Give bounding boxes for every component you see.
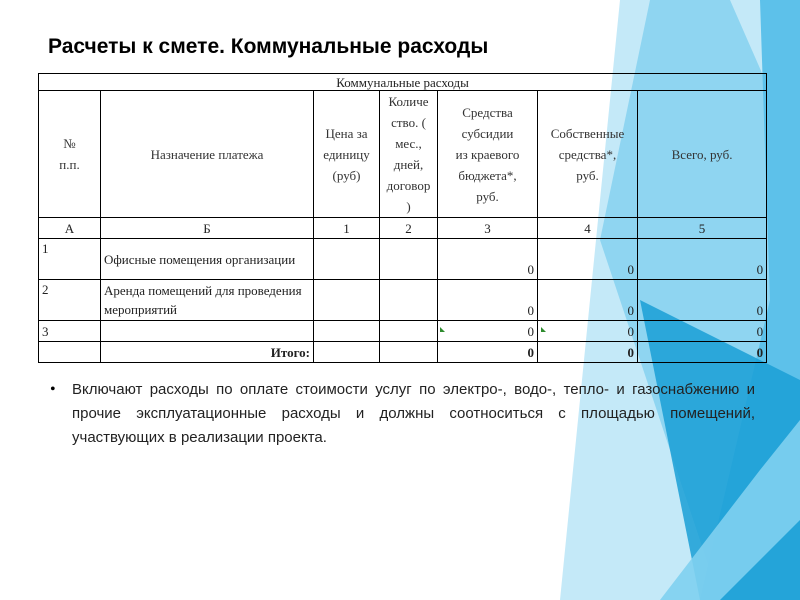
table-row [39, 321, 767, 342]
total-num [39, 342, 101, 363]
col-number: Б [101, 218, 314, 239]
header-total: Всего, руб. [638, 91, 767, 218]
header-own: Собственные средства*, руб. [538, 91, 638, 218]
bullet-icon: • [50, 381, 56, 398]
row-qty [380, 280, 438, 321]
total-row [39, 342, 767, 363]
row-price [314, 321, 380, 342]
header-num-line2: п.п. [59, 157, 80, 172]
total-subsidy: 0 [438, 342, 538, 363]
col-number: 1 [314, 218, 380, 239]
formula-marker-icon [541, 327, 546, 332]
row-total: 0 [638, 280, 767, 321]
row-subsidy: 0 [438, 239, 538, 280]
slide-title: Расчеты к смете. Коммунальные расходы [48, 35, 489, 58]
col-number: 4 [538, 218, 638, 239]
row-subsidy: 0 [438, 280, 538, 321]
table-row [39, 239, 767, 280]
col-number: 3 [438, 218, 538, 239]
row-subsidy: 0 [438, 321, 538, 342]
row-total: 0 [638, 239, 767, 280]
row-qty [380, 239, 438, 280]
header-num [39, 91, 101, 218]
row-num: 2 [39, 280, 101, 321]
header-row [39, 91, 767, 218]
col-number: 2 [380, 218, 438, 239]
col-number: А [39, 218, 101, 239]
total-qty [380, 342, 438, 363]
row-own: 0 [538, 280, 638, 321]
row-num: 3 [39, 321, 101, 342]
bullet-text: Включают расходы по оплате стоимости услуг по электро-, водо-, тепло- и газоснабжению и прочие эксплуатационные расходы и должны соотноситься с площадью помещений, участвующих в реализации проекта. [72, 381, 755, 446]
row-own: 0 [538, 239, 638, 280]
total-label: Итого: [101, 342, 314, 363]
table-caption: Коммунальные расходы [39, 74, 767, 91]
row-purpose: Офисные помещения организации [101, 239, 314, 280]
total-own: 0 [538, 342, 638, 363]
utility-expenses-table-image [38, 73, 770, 360]
total-total: 0 [638, 342, 767, 363]
row-price [314, 280, 380, 321]
header-num-line1: № [63, 136, 76, 151]
table-row [39, 280, 767, 321]
row-qty [380, 321, 438, 342]
row-price [314, 239, 380, 280]
col-number: 5 [638, 218, 767, 239]
header-qty: Количе ство. ( мес., дней, договор ) [380, 91, 438, 218]
total-price [314, 342, 380, 363]
header-subsidy: Средства субсидии из краевого бюджета*, руб. [438, 91, 538, 218]
row-purpose: Аренда помещений для проведения мероприятий [101, 280, 314, 321]
formula-marker-icon [440, 327, 445, 332]
header-price: Цена за единицу (руб) [314, 91, 380, 218]
bullet-item [50, 378, 755, 450]
row-total: 0 [638, 321, 767, 342]
row-num: 1 [39, 239, 101, 280]
header-purpose: Назначение платежа [101, 91, 314, 218]
utility-expenses-table [38, 73, 767, 363]
column-numbers-row [39, 218, 767, 239]
row-own: 0 [538, 321, 638, 342]
row-purpose [101, 321, 314, 342]
